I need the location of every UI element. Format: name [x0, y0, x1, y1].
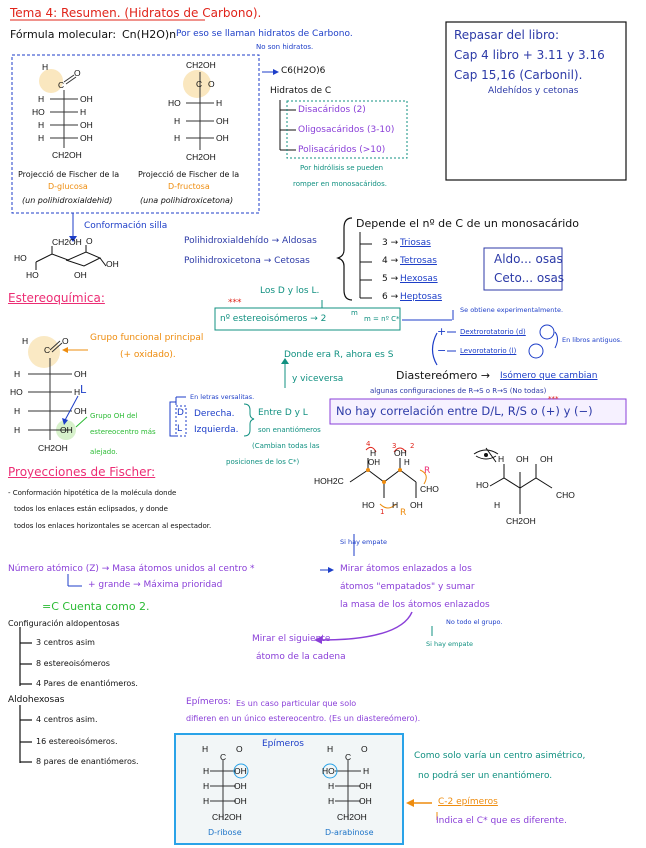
arabinose-oh4: OH	[359, 796, 372, 806]
glucose-caption-2: (un polihidroxialdehid)	[22, 196, 113, 205]
derecha-label: Derecha.	[194, 409, 235, 419]
no-correlation-box: No hay correlación entre D/L, R/S o (+) y (−)	[336, 404, 593, 418]
chair-label: Conformación silla	[84, 221, 168, 231]
arabinose-h4: H	[328, 796, 335, 806]
ceto-label: Ceto... osas	[494, 271, 565, 285]
fp1-cho: CHO	[420, 484, 439, 494]
ribose-h3: H	[203, 781, 210, 791]
dl-mol-ch2oh: CH2OH	[38, 443, 68, 453]
formula-label: Fórmula molecular:	[10, 28, 117, 41]
fructose-caption-2: (una polihidroxicetona)	[140, 196, 234, 205]
fp1-h1: H	[370, 448, 377, 458]
between-3: (Cambian todas las	[252, 442, 320, 450]
review-line-3: Aldehídos y cetonas	[488, 86, 579, 96]
epimers-note-1: Como solo varía un centro asimétrico,	[414, 751, 586, 761]
small-caps-note: En letras versalitas.	[190, 393, 255, 401]
fischer-proj-heading: Proyecciones de Fischer:	[8, 465, 156, 479]
chair-o: O	[86, 236, 93, 246]
aldopentoses-item-2: 8 estereoisómeros	[36, 659, 110, 668]
formula-note-2: No son hidratos.	[256, 43, 314, 51]
poly-aldehyde: Polihidroxialdehído → Aldosas	[184, 236, 317, 246]
depends-note: Depende el nº de C de un monosacárido	[356, 217, 579, 230]
formula-note: Por eso se llaman hidratos de Carbono.	[176, 29, 353, 39]
ribose-oh2: OH	[234, 766, 247, 776]
fp2-h2: H	[494, 500, 501, 510]
cip-look-2: átomos "empatados" y sumar	[340, 582, 475, 592]
dextro-label: Dextrorotatorio (d)	[460, 328, 526, 336]
dl-mol-c1: C	[44, 345, 51, 355]
glucose-h4: H	[38, 120, 45, 130]
ribose-c1: C	[220, 752, 227, 762]
tie-note: Si hay empate	[340, 538, 388, 546]
dl-mol-o: O	[62, 336, 69, 346]
dl-mol-ho3: HO	[10, 387, 23, 397]
dl-mol-oh2: OH	[74, 369, 87, 379]
epimers-def-1: Es un caso particular que solo	[236, 699, 357, 708]
fischer-proj-def-3: todos los enlaces horizontales se acercan al espectador.	[14, 522, 212, 530]
count-4-name: Tetrosas	[400, 256, 437, 266]
vice-versa-note: y viceversa	[292, 374, 344, 384]
fructose-oh4: OH	[216, 116, 229, 126]
dl-mol-h3: H	[74, 387, 81, 397]
oh-group-label-3: alejado.	[90, 448, 118, 456]
aldohexoses-item-3: 8 pares de enantiómeros.	[36, 757, 139, 766]
dl-mol-h2: H	[14, 369, 21, 379]
review-heading: Repasar del libro:	[454, 28, 559, 42]
arabinose-ho2: HO	[322, 766, 335, 776]
glucose-oh2: OH	[80, 94, 93, 104]
glucose-oh4: OH	[80, 120, 93, 130]
fp2-oh2: OH	[540, 454, 553, 464]
ribose-ch2oh: CH2OH	[212, 812, 242, 822]
stereoisomer-count: nº estereoisómeros → 2	[220, 314, 327, 324]
func-group-label-1: Grupo funcional principal	[90, 333, 204, 343]
hydrates-note-1: Por hidrólisis se pueden	[300, 164, 384, 172]
count-6: 6 →	[382, 292, 399, 302]
stereoisomer-exponent: m	[351, 309, 358, 317]
glucose-oh5: OH	[80, 133, 93, 143]
fp1-h3: H	[392, 500, 399, 510]
chair-ho-1: HO	[14, 253, 27, 263]
count-6-name: Heptosas	[400, 292, 442, 302]
fructose-h4: H	[174, 116, 181, 126]
stereo-heading: Estereoquímica:	[8, 291, 105, 305]
fp2-h1: H	[498, 454, 505, 464]
arabinose-label: D-arabinose	[325, 828, 374, 837]
ribose-label: D-ribose	[208, 828, 242, 837]
arabinose-h2: H	[363, 766, 370, 776]
glucose-h3: H	[80, 107, 87, 117]
glucose-ho3: HO	[32, 107, 45, 117]
fp1-h2: H	[404, 458, 410, 467]
plus-sign: +	[437, 325, 447, 338]
arabinose-oh3: OH	[359, 781, 372, 791]
old-books-note: En libros antiguos.	[562, 336, 623, 344]
izquierda-label: Izquierda.	[194, 425, 239, 435]
d-label: D	[177, 408, 184, 418]
oh-group-label-2: estereocentro más	[90, 428, 156, 436]
arabinose-h-top: H	[327, 744, 334, 754]
glucose-c1: C	[58, 80, 65, 90]
glucose-name: D-glucosa	[48, 182, 88, 191]
between-1: Entre D y L	[258, 408, 308, 418]
formula-value: Cn(H2O)n	[122, 28, 177, 41]
num-1: 1	[380, 508, 385, 516]
cip-bigger: + grande → Máxima prioridad	[88, 580, 223, 590]
glucose-ch2oh: CH2OH	[52, 150, 82, 160]
cip-rule: Número atómico (Z) → Masa átomos unidos al centro *	[8, 564, 255, 574]
cip-next-2: átomo de la cadena	[256, 652, 346, 662]
glucose-caption-1: Projecció de Fischer de la	[18, 170, 120, 179]
levo-label: Levorotatorio (l)	[460, 347, 517, 355]
aldohexoses-item-2: 16 estereoisómeros.	[36, 737, 118, 746]
epimers-box-title: Epímeros	[262, 739, 304, 749]
hydrates-heading: Hidratos de C	[270, 86, 332, 96]
cip-look-3: la masa de los átomos enlazados	[340, 600, 490, 610]
hydrates-item-1: Disacáridos (2)	[298, 105, 366, 115]
fischer-proj-def-2: todos los enlaces están eclipsados, y donde	[14, 505, 168, 513]
epimers-def-2: difieren en un único estereocentro. (Es un diastereómero).	[186, 714, 421, 723]
dl-mol-h4: H	[14, 406, 21, 416]
review-line-2: Cap 15,16 (Carbonil).	[454, 68, 583, 82]
fp1-oh3: OH	[410, 500, 423, 510]
chair-ho-2: HO	[26, 270, 39, 280]
num-2: 2	[410, 442, 415, 450]
oh-group-label-1: Grupo OH del	[90, 412, 138, 420]
fructose-ch2oh-bottom: CH2OH	[186, 152, 216, 162]
fructose-o: O	[208, 79, 215, 89]
between-4: posiciones de los C*)	[226, 458, 300, 466]
cip-look-1: Mirar átomos enlazados a los	[340, 564, 472, 574]
fp1-oh2: OH	[394, 448, 407, 458]
hydrates-note-2: romper en monosacáridos.	[293, 180, 387, 188]
diastereomer-def: Isómero que cambian	[500, 371, 598, 381]
glucose-h5: H	[38, 133, 45, 143]
fructose-oh5: OH	[216, 133, 229, 143]
ribose-oh3: OH	[234, 781, 247, 791]
fp2-cho: CHO	[556, 490, 575, 500]
fischer-proj-def-1: - Conformación hipotética de la molécula donde	[8, 489, 177, 497]
dl-note: Los D y los L.	[260, 286, 320, 296]
chair-oh-1: OH	[106, 259, 119, 269]
diastereomer-label: Diastereómero →	[396, 369, 491, 382]
epimers-note-2: no podrá ser un enantiómero.	[418, 771, 553, 781]
fp2-ch2oh: CH2OH	[506, 516, 536, 526]
aldopentoses-item-3: 4 Pares de enantiómeros.	[36, 679, 138, 688]
stars-2: ***	[548, 395, 559, 403]
ribose-h2: H	[203, 766, 210, 776]
formula-c6: C6(H2O)6	[281, 66, 326, 76]
aldopentoses-item-1: 3 centros asim	[36, 638, 95, 647]
arabinose-o: O	[361, 744, 368, 754]
dl-mol-h-top: H	[22, 336, 29, 346]
count-3: 3 →	[382, 238, 399, 248]
epimers-c2-note: Indica el C* que es diferente.	[436, 816, 567, 826]
l-label-2: L	[177, 424, 183, 434]
fructose-ho3: HO	[168, 98, 181, 108]
stars-1: ***	[228, 298, 242, 308]
aldo-label: Aldo... osas	[494, 252, 563, 266]
fp1-oh1: OH	[368, 458, 380, 467]
num-4: 4	[366, 440, 371, 448]
l-label: L	[80, 383, 87, 396]
hydrates-item-3: Polisacáridos (>10)	[298, 145, 386, 155]
arabinose-c1: C	[345, 752, 352, 762]
fp2-ho: HO	[476, 480, 489, 490]
glucose-o: O	[74, 68, 81, 78]
ribose-h4: H	[203, 796, 210, 806]
epimers-term: Epímeros:	[186, 697, 231, 707]
experimental-note: Se obtiene experimentalmente.	[460, 306, 564, 314]
func-group-label-2: (+ oxidado).	[120, 350, 176, 360]
cip-next-1: Mirar el siguiente	[252, 634, 331, 644]
r-label-1: R	[424, 466, 431, 476]
dl-mol-h5: H	[14, 425, 21, 435]
count-5: 5 →	[382, 274, 399, 284]
aldohexoses-item-1: 4 centros asim.	[36, 715, 98, 724]
epimers-c2: C-2 epímeros	[438, 797, 498, 807]
ribose-oh4: OH	[234, 796, 247, 806]
arabinose-ch2oh: CH2OH	[337, 812, 367, 822]
poly-ketone: Polihidroxicetona → Cetosas	[184, 256, 310, 266]
page-title: Tema 4: Resumen. (Hidratos de Carbono).	[10, 6, 262, 20]
diastereomer-def-2: algunas configuraciones de R→S o R→S (No todas)	[370, 387, 547, 395]
glucose-h-top: H	[42, 62, 49, 72]
count-3-name: Triosas	[400, 238, 431, 248]
num-3: 3	[392, 442, 397, 450]
cip-tie-2: Si hay empate	[426, 640, 474, 648]
fructose-h3: H	[216, 98, 223, 108]
review-line-1: Cap 4 libro + 3.11 y 3.16	[454, 48, 605, 62]
count-4: 4 →	[382, 256, 399, 266]
dl-mol-oh4: OH	[74, 406, 87, 416]
cip-double: =C Cuenta como 2.	[42, 600, 150, 613]
fructose-ch2oh-top: CH2OH	[186, 60, 216, 70]
ribose-h-top: H	[202, 744, 209, 754]
m-definition: m = nº C*	[364, 315, 400, 323]
cip-not-whole: No todo el grupo.	[446, 618, 503, 626]
chair-oh-2: OH	[74, 270, 87, 280]
r-label-2: R	[400, 508, 407, 518]
fructose-h5: H	[174, 133, 181, 143]
between-2: son enantiómeros	[258, 426, 321, 434]
chair-ch2oh: CH2OH	[52, 237, 82, 247]
fp2-oh1: OH	[516, 454, 529, 464]
fructose-c2: C	[196, 79, 203, 89]
hydrates-item-2: Oligosacáridos (3-10)	[298, 125, 395, 135]
count-5-name: Hexosas	[400, 274, 438, 284]
arabinose-h3: H	[328, 781, 335, 791]
fp1-hoh2c: HOH2C	[314, 476, 344, 486]
ribose-o: O	[236, 744, 243, 754]
glucose-h2: H	[38, 94, 45, 104]
aldopentoses-heading: Configuración aldopentosas	[8, 619, 120, 628]
where-r-note: Donde era R, ahora es S	[284, 350, 394, 360]
fp1-ho: HO	[362, 500, 375, 510]
aldohexoses-heading: Aldohexosas	[8, 695, 65, 705]
fructose-name: D-fructosa	[168, 182, 210, 191]
minus-sign: −	[437, 344, 447, 357]
dl-mol-oh5: OH	[60, 425, 73, 435]
fructose-caption-1: Projecció de Fischer de la	[138, 170, 240, 179]
